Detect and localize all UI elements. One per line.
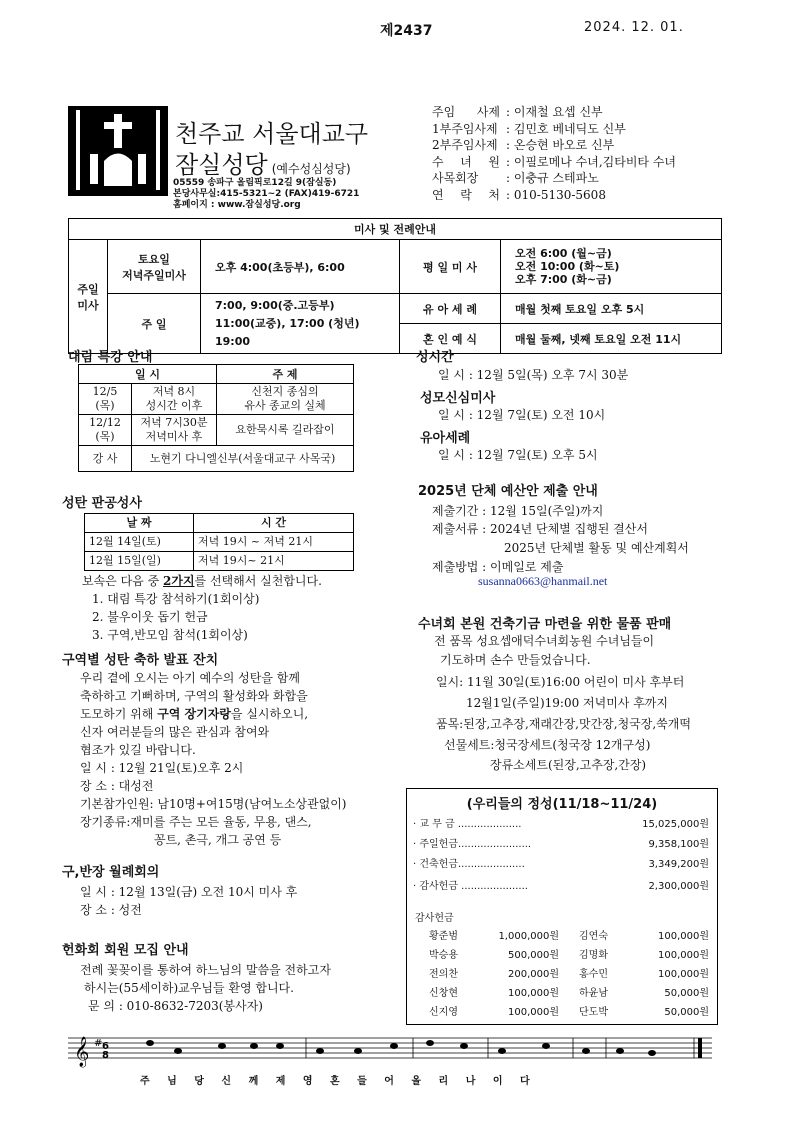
holyhour-title: 성시간 (416, 350, 454, 365)
baptism-line: 일 시 : 12월 7일(토) 오후 5시 (438, 448, 598, 462)
offering-row: · 감사헌금 ..................... 2,300,000원 (413, 881, 709, 892)
xmas-cell: 저녁 19시~ 21시 (194, 552, 354, 571)
sale-line: 기도하며 손수 만들었습니다. (440, 653, 591, 667)
district-line: 장기종류:재미를 주는 모든 율동, 무용, 댄스, (80, 815, 312, 829)
org-name-line1: 천주교 서울대교구 (175, 120, 369, 148)
budget-line: 제출방법 : 이메일로 제출 (432, 560, 564, 574)
sale-line: 장류소세트(된장,고추장,간장) (490, 758, 647, 772)
wedding-label: 혼 인 예 식 (400, 324, 501, 354)
xmas-item: 3. 구역,반모임 참석(1회이상) (92, 628, 248, 642)
svg-text:8: 8 (102, 1050, 109, 1061)
xmas-cell: 12월 15일(일) (85, 552, 194, 571)
church-name-sub: (예수성심성당) (271, 162, 351, 176)
thanks-title: 감사헌금 (415, 913, 454, 924)
budget-line: 2025년 단체별 활동 및 예산계획서 (504, 541, 689, 555)
sale-line: 12월1일(주일)19:00 저녁미사 후까지 (466, 696, 668, 710)
district-line: 꽁트, 촌극, 개그 공연 등 (154, 833, 282, 847)
svg-text:𝄞: 𝄞 (74, 1037, 90, 1067)
budget-title: 2025년 단체 예산안 제출 안내 (418, 484, 598, 499)
thanks-entry: 황준범 1,000,000원 (429, 931, 559, 942)
mass-schedule-table (68, 218, 722, 354)
weekday-label: 평 일 미 사 (400, 240, 501, 294)
district-line: 장 소 : 대성전 (80, 779, 154, 793)
thanks-entry: 신지영 100,000원 (429, 1007, 559, 1018)
wedding-value: 매월 둘째, 넷째 토요일 오전 11시 (501, 324, 722, 354)
staff-row: 사목회장 : 이충규 스테파노 (432, 171, 599, 185)
district-line: 기본참가인원: 남10명+여15명(남여노소상관없이) (80, 797, 347, 811)
advent-header: 주 제 (217, 365, 354, 384)
offering-title: (우리들의 정성(11/18~11/24) (466, 797, 658, 812)
advent-table (78, 364, 354, 472)
council-title: 구,반장 월례회의 (62, 865, 160, 880)
hymn-lyrics: 주 님 당 신 께 제 영 혼 들 어 올 리 나 이 다 (140, 1076, 530, 1087)
advent-cell: 저녁 7시30분 저녁미사 후 (132, 415, 217, 446)
svg-text:6: 6 (102, 1041, 109, 1052)
district-line: 우리 곁에 오시는 아기 예수의 성탄을 함께 (80, 671, 300, 685)
advent-cell: 노현기 다니엘신부(서울대교구 사목국) (132, 446, 354, 472)
sale-line: 선물세트:청국장세트(청국장 12개구성) (444, 738, 651, 752)
flower-line: 하시는(55세이하)교우님들 환영 합니다. (84, 981, 294, 995)
marian-title: 성모신심미사 (420, 391, 496, 406)
advent-cell: 12/5 (목) (79, 384, 132, 415)
xmas-table (84, 513, 354, 571)
sale-line: 품목:된장,고추장,재래간장,맛간장,청국장,쑥개떡 (436, 717, 691, 731)
staff-row: 수 녀 원 : 이필로메나 수녀,김타비타 수녀 (432, 154, 676, 169)
district-line: 협조가 있길 바랍니다. (80, 743, 196, 757)
offering-row: · 교 무 금 .................... 15,025,000원 (413, 819, 709, 830)
xmas-item: 2. 불우이웃 돕기 헌금 (92, 610, 208, 624)
staff-row: 2부주임사제 : 온승현 바오로 신부 (432, 138, 615, 152)
weekday-times: 오전 6:00 (월~금) 오전 10:00 (화~토) 오후 7:00 (화~금) (501, 240, 722, 294)
thanks-entry: 신창현 100,000원 (429, 988, 559, 999)
saturday-label: 토요일 저녁주일미사 (108, 240, 201, 294)
district-line: 일 시 : 12월 21일(토)오후 2시 (80, 761, 244, 775)
issue-date: 2024. 12. 01. (584, 20, 684, 35)
thanks-entry: 전의찬 200,000원 (429, 969, 559, 980)
staff-row: 주임 사제 : 이재철 요셉 신부 (432, 105, 603, 119)
district-line: 축하하고 기뻐하며, 구역의 활성화와 화합을 (80, 689, 308, 703)
staff-row: 1부주임사제 : 김민호 베네딕도 신부 (432, 121, 626, 136)
church-address: 05559 송파구 올림픽로12길 9(잠실동) (173, 178, 337, 188)
advent-cell: 12/12 (목) (79, 415, 132, 446)
issue-number: 제2437 (380, 23, 433, 39)
staff-list (432, 104, 676, 203)
flower-line: 문 의 : 010-8632-7203(봉사자) (88, 999, 263, 1013)
church-name: 잠실성당 (175, 151, 268, 179)
thanks-entry: 김명화 100,000원 (579, 950, 709, 961)
saturday-times: 오후 4:00(초등부), 6:00 (201, 240, 400, 294)
xmas-note: 보속은 다음 중 2가지를 선택해서 실천합니다. (82, 574, 322, 588)
advent-cell: 저녁 8시 성시간 이후 (132, 384, 217, 415)
staff-row: 연 락 처 : 010-5130-5608 (432, 187, 606, 202)
church-logo (68, 106, 168, 196)
thanks-entry: 하윤남 50,000원 (579, 988, 709, 999)
district-line: 도모하기 위해 구역 장기자랑을 실시하오니, (80, 707, 309, 721)
marian-line: 일 시 : 12월 7일(토) 오전 10시 (438, 408, 606, 422)
holyhour-line: 일 시 : 12월 5일(목) 오후 7시 30분 (438, 368, 629, 382)
baptism-title: 유아세례 (420, 431, 471, 446)
budget-email-link[interactable]: susanna0663@hanmail.net (478, 574, 608, 588)
advent-title: 대림 특강 안내 (68, 350, 153, 365)
xmas-cell: 저녁 19시 ~ 저녁 21시 (194, 533, 354, 552)
sale-title: 수녀회 본원 건축기금 마련을 위한 물품 판매 (418, 617, 672, 632)
xmas-item: 1. 대림 특강 참석하기(1회이상) (92, 592, 260, 606)
mass-table-title: 미사 및 전례안내 (69, 219, 722, 240)
sunday-mass-label: 주일 미사 (69, 240, 108, 354)
church-homepage: 홈페이지 : www.잠실성당.org (173, 200, 301, 210)
sunday-times: 7:00, 9:00(중.고등부) 11:00(교중), 17:00 (청년) 19:00 (201, 294, 400, 354)
council-line: 일 시 : 12월 13일(금) 오전 10시 미사 후 (80, 885, 298, 899)
budget-line: 제출서류 : 2024년 단체별 집행된 결산서 (432, 522, 648, 536)
infant-value: 매월 첫째 토요일 오후 5시 (501, 294, 722, 324)
district-title: 구역별 성탄 축하 발표 잔치 (62, 653, 219, 668)
district-line: 신자 여러분들의 많은 관심과 참여와 (80, 725, 270, 739)
offering-row: · 건축헌금..................... 3,349,200원 (413, 859, 709, 870)
offering-box (406, 788, 718, 1025)
offering-row: · 주일헌금....................... 9,358,100원 (413, 839, 709, 850)
infant-label: 유 아 세 례 (400, 294, 501, 324)
xmas-title: 성탄 판공성사 (62, 496, 142, 511)
music-staff (68, 1032, 714, 1067)
church-office: 본당사무실:415-5321~2 (FAX)419-6721 (173, 189, 360, 199)
thanks-entry: 단도박 50,000원 (579, 1007, 709, 1018)
advent-cell: 강 사 (79, 446, 132, 472)
flower-line: 전례 꽃꽂이를 통하여 하느님의 말씀을 전하고자 (80, 963, 331, 977)
thanks-entry: 홍수민 100,000원 (579, 969, 709, 980)
thanks-entry: 박승용 500,000원 (429, 950, 559, 961)
council-line: 장 소 : 성전 (80, 903, 142, 917)
svg-text:#: # (94, 1038, 103, 1049)
advent-cell: 신천지 종심의 유사 종교의 실체 (217, 384, 354, 415)
xmas-header: 시 간 (194, 514, 354, 533)
sale-line: 일시: 11월 30일(토)16:00 어린이 미사 후부터 (436, 675, 685, 689)
advent-header: 일 시 (79, 365, 217, 384)
budget-line: 제출기간 : 12월 15일(주일)까지 (432, 504, 604, 518)
advent-cell: 요한묵시록 길라잡이 (217, 415, 354, 446)
thanks-entry: 김연숙 100,000원 (579, 931, 709, 942)
sale-line: 전 품목 성요셉애덕수녀회농원 수녀님들이 (434, 634, 655, 648)
xmas-cell: 12월 14일(토) (85, 533, 194, 552)
xmas-header: 날 짜 (85, 514, 194, 533)
sunday-label: 주 일 (108, 294, 201, 354)
flower-title: 헌화회 회원 모집 안내 (62, 943, 189, 958)
